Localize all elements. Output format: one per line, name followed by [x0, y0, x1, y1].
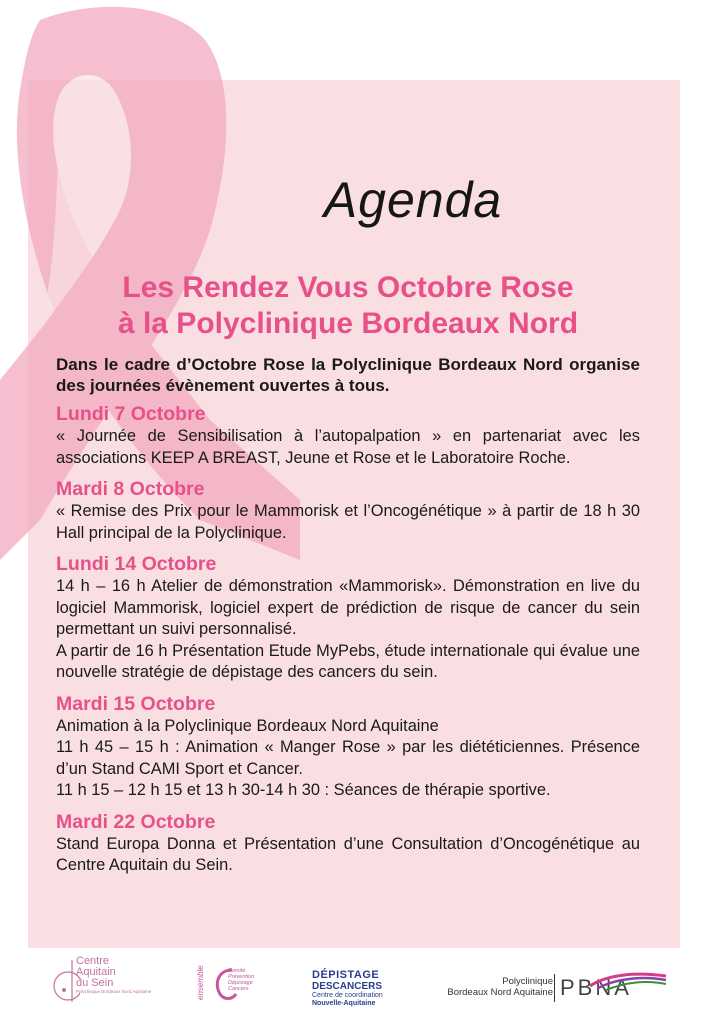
event-item — [56, 810, 640, 877]
pbna-name-line-2: Bordeaux Nord Aquitaine — [447, 987, 553, 998]
headline-line-1: Les Rendez Vous Octobre Rose — [122, 271, 574, 304]
comite-line-1: Comité — [228, 968, 246, 974]
footer-logos — [0, 948, 711, 1024]
pbna-name-line-1: Polyclinique — [502, 976, 553, 987]
comite-line-2: Prévention — [228, 974, 255, 980]
comite-depistage-logo — [198, 960, 270, 1014]
pbna-swoosh-icon — [588, 968, 668, 992]
comite-line-4: Cancers — [228, 986, 249, 992]
pbna-separator — [554, 974, 555, 1002]
ensemble-label: ensemble — [196, 965, 205, 1000]
pbna-logo — [428, 968, 673, 1008]
event-date: Mardi 15 Octobre — [56, 692, 216, 715]
event-date: Lundi 14 Octobre — [56, 553, 217, 575]
pbna-name — [413, 976, 553, 998]
centre-aquitain-line-2: Aquitain — [76, 966, 116, 978]
event-date: Mardi 22 Octobre — [56, 810, 216, 833]
event-description: 11 h 15 – 12 h 15 et 13 h 30-14 h 30 : Séances de thérapie sportive. — [56, 781, 551, 799]
centre-aquitain-line-1: Centre — [76, 955, 110, 967]
event-description: « Remise des Prix pour le Mammorisk et l’Oncogénétique » à partir de 18 h 30 Hall principal de la Polyclinique. — [56, 502, 640, 542]
centre-aquitain-subtitle: Polyclinique Bordeaux Nord Aquitaine — [76, 989, 152, 994]
event-description: Animation à la Polyclinique Bordeaux Nord Aquitaine — [56, 716, 439, 735]
depistage-line-3: Centre de coordination — [312, 992, 383, 999]
headline — [56, 270, 640, 342]
event-item — [56, 692, 640, 802]
agenda-title: Agenda — [323, 172, 503, 228]
event-description: 11 h 45 – 15 h : Animation « Manger Rose » par les diététiciennes. Présence d’un Stand CAMI Sport et Cancer. — [56, 738, 640, 778]
centre-aquitain-du-sein-logo — [50, 952, 170, 1014]
event-date: Mardi 8 Octobre — [56, 478, 205, 500]
event-description: « Journée de Sensibilisation à l’autopalpation » en partenariat avec les associations KEEP A BREAST, Jeune et Rose et le Laboratoire Roche. — [56, 427, 640, 467]
event-description: 14 h – 16 h Atelier de démonstration «Mammorisk». Démonstration en live du logiciel Mammorisk, logiciel expert de prédiction de risque de cancer du sein permettant un suivi personnalisé. — [56, 577, 640, 638]
pbna-abbreviation: PBNA — [560, 975, 632, 1000]
depistage-des-cancers-logo — [312, 970, 412, 1010]
centre-aquitain-line-3: du Sein — [76, 977, 114, 989]
agenda-content — [56, 170, 640, 885]
depistage-line-2: DESCANCERS — [312, 981, 383, 992]
intro-text: Dans le cadre d’Octobre Rose la Polyclinique Bordeaux Nord organise des journées évènement ouvertes à tous. — [56, 355, 640, 395]
event-description: Stand Europa Donna et Présentation d’une Consultation d’Oncogénétique au Centre Aquitain du Sein. — [56, 834, 640, 874]
event-item — [56, 477, 640, 544]
depistage-line-1: DÉPISTAGE — [312, 969, 380, 981]
event-item — [56, 552, 640, 684]
event-description: A partir de 16 h Présentation Etude MyPebs, étude internationale qui évalue une nouvelle stratégie de dépistage des cancers du sein. — [56, 641, 640, 681]
comite-line-3: Dépistage — [228, 980, 253, 986]
depistage-line-4: Nouvelle-Aquitaine — [312, 1000, 376, 1007]
headline-line-2: à la Polyclinique Bordeaux Nord — [117, 307, 579, 340]
event-item — [56, 402, 640, 469]
event-date: Lundi 7 Octobre — [56, 403, 206, 425]
